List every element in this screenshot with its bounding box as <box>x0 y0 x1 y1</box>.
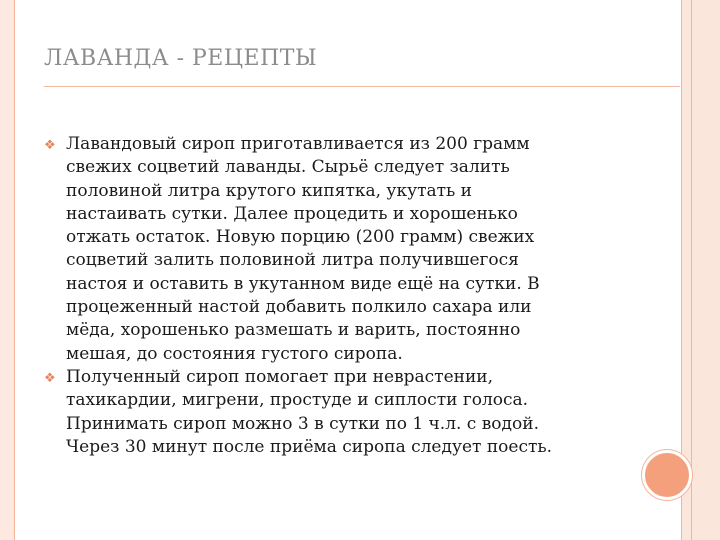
slide-title <box>44 46 317 71</box>
bullet-text <box>66 366 636 459</box>
text-line: Через 30 минут после приёма сиропа следует поесть. <box>66 436 553 457</box>
decorative-circle <box>642 450 692 500</box>
text-line: свежих соцветий лаванды. Сырьё следует залить <box>66 157 510 178</box>
text-line: процеженный настой добавить полкило сахара или <box>66 297 532 318</box>
bullet-item <box>44 366 636 459</box>
text-line: мешая, до состояния густого сиропа. <box>66 343 403 364</box>
bullet-item <box>44 133 636 366</box>
right-decor-line <box>691 0 692 540</box>
text-line: отжать остаток. Новую порцию (200 грамм) свежих <box>66 227 535 248</box>
diamond-bullet-icon: ❖ <box>44 138 56 153</box>
diamond-bullet-icon: ❖ <box>44 370 56 386</box>
title-divider <box>44 86 680 87</box>
title-rest: АВАНДА - РЕЦЕПТЫ <box>62 46 318 71</box>
left-decor-band <box>0 0 14 540</box>
right-decor-band <box>682 0 720 540</box>
text-line: Принимать сироп можно 3 в сутки по 1 ч.л. с водой. <box>66 413 539 434</box>
text-line: настаивать сутки. Далее процедить и хорошенько <box>66 203 518 224</box>
text-line: соцветий залить половиной литра получившегося <box>66 250 519 271</box>
text-line: Лавандовый сироп приготавливается из 200 грамм <box>66 134 530 154</box>
text-line: Полученный сироп помогает при неврастении, <box>66 366 494 387</box>
title-first-letter: Л <box>44 46 63 71</box>
text-line: настоя и оставить в укутанном виде ещё на сутки. В <box>66 273 540 294</box>
text-line: тахикардии, мигрени, простуде и сиплости голоса. <box>66 390 529 411</box>
text-line: половиной литра крутого кипятка, укутать и <box>66 180 472 201</box>
text-line: мёда, хорошенько размешать и варить, постоянно <box>66 320 521 341</box>
slide-content <box>44 133 636 459</box>
bullet-text <box>66 133 636 366</box>
